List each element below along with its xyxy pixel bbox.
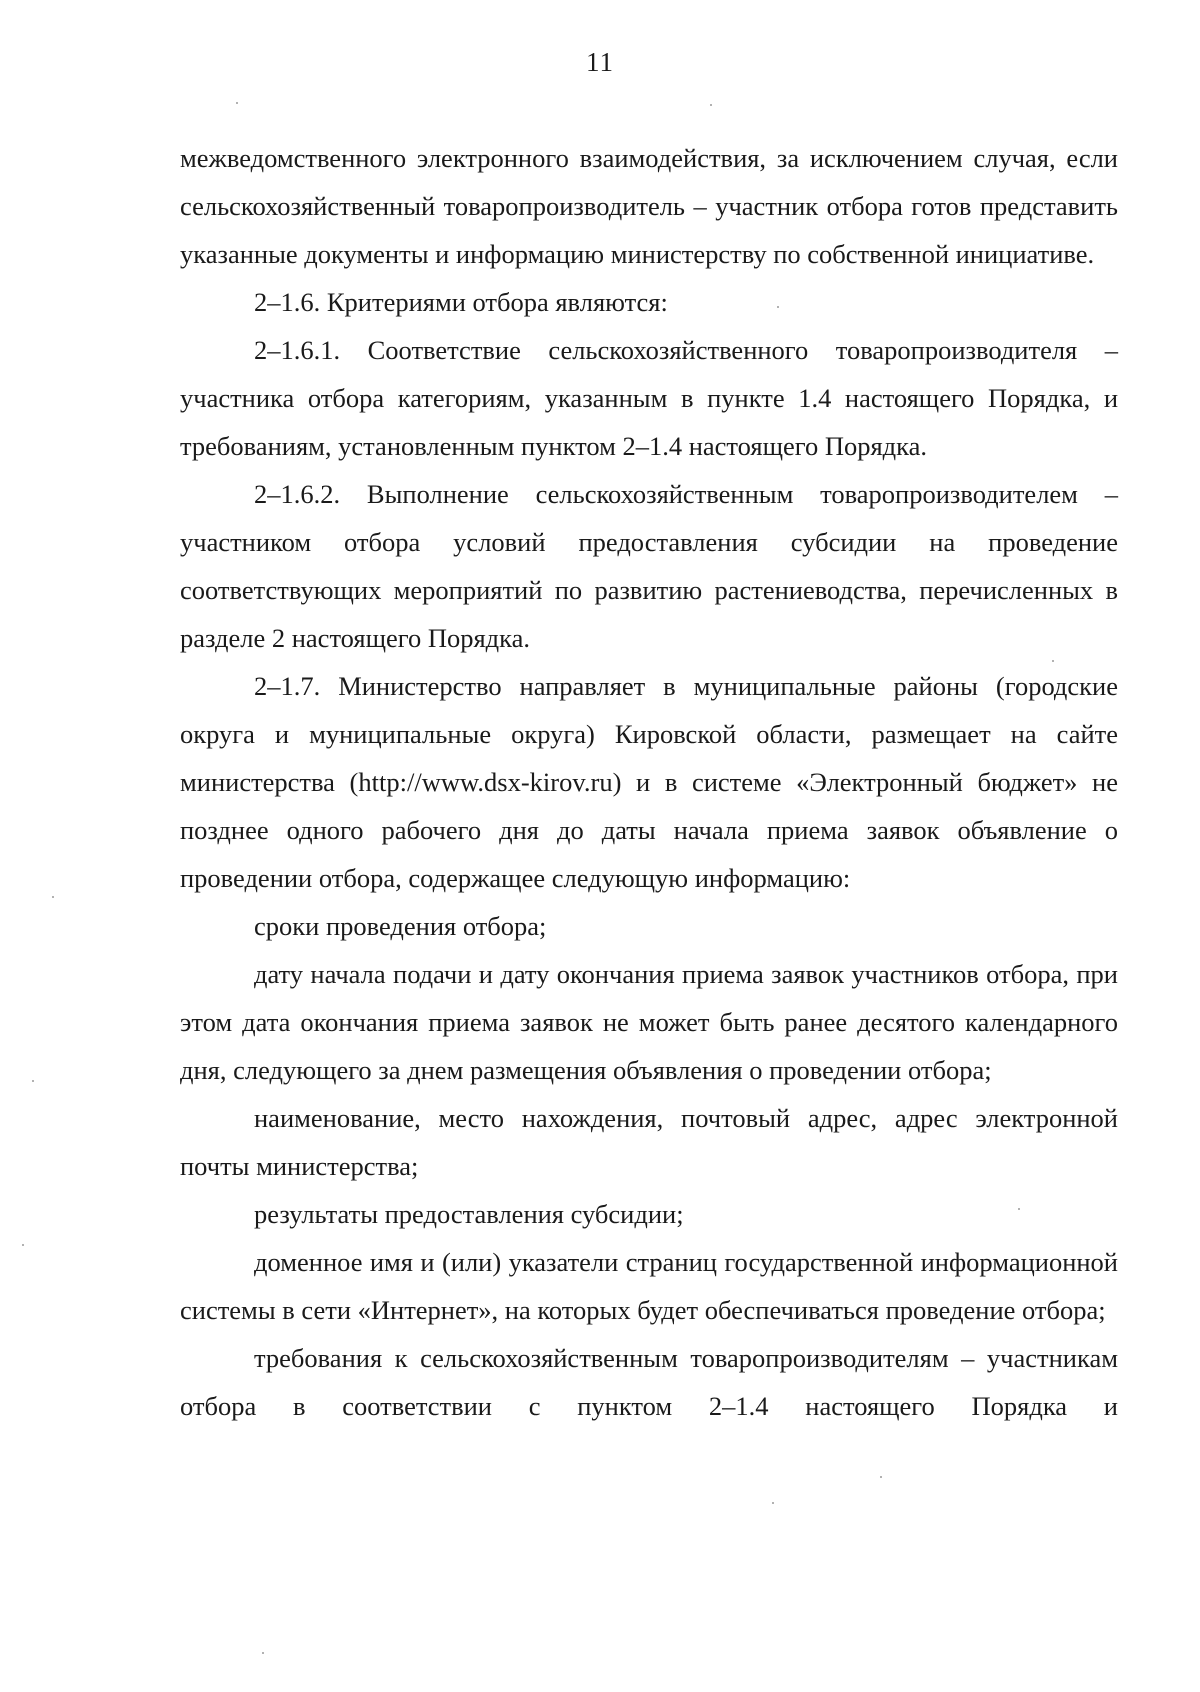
paragraph-2-1-6: 2–1.6. Критериями отбора являются: [254, 287, 668, 317]
list-item-selection-dates: сроки проведения отбора; [254, 911, 547, 941]
paragraph-2-1-7: 2–1.7. Министерство направляет в муниципальные районы (городские округа и муниципальные округа) Кировской области, размещает на сайте министерства (http://www.dsx-kirov.ru) и в системе «Электронный бюджет» не позднее одного рабочего дня до даты начала приема заявок объявление о проведении отбора, содержащее следующую информацию: [180, 671, 1118, 893]
list-item-domain-name: доменное имя и (или) указатели страниц государственной информационной системы в сети «Интернет», на которых будет обеспечиваться проведение отбора; [180, 1247, 1118, 1325]
paragraph-interagency-continuation: межведомственного электронного взаимодействия, за исключением случая, если сельскохозяйственный товаропроизводитель – участник отбора готов представить указанные документы и информацию министерству по собственной инициативе. [180, 143, 1118, 269]
scan-speck [236, 102, 238, 104]
list-item-subsidy-results: результаты предоставления субсидии; [254, 1199, 684, 1229]
scan-speck [710, 104, 712, 106]
scan-speck [777, 306, 779, 308]
scan-speck [52, 896, 54, 898]
body-text [180, 134, 1118, 1430]
scan-speck [32, 1080, 34, 1082]
scan-speck [1052, 660, 1054, 662]
scan-speck [880, 1476, 882, 1478]
list-item-participant-requirements: требования к сельскохозяйственным товаропроизводителям – участникам отбора в соответствии с пунктом 2–1.4 настоящего Порядка и [180, 1343, 1118, 1421]
scan-speck [262, 1652, 264, 1654]
page-number: 11 [586, 47, 614, 77]
list-item-application-dates: дату начала подачи и дату окончания приема заявок участников отбора, при этом дата окончания приема заявок не может быть ранее десятого календарного дня, следующего за днем размещения объявления о проведении отбора; [180, 959, 1118, 1085]
paragraph-2-1-6-2: 2–1.6.2. Выполнение сельскохозяйственным товаропроизводителем – участником отбора условий предоставления субсидии на проведение соответствующих мероприятий по развитию растениеводства, перечисленных в разделе 2 настоящего Порядка. [180, 479, 1118, 653]
list-item-ministry-contacts: наименование, место нахождения, почтовый адрес, адрес электронной почты министерства; [180, 1103, 1118, 1181]
scan-speck [22, 1244, 24, 1246]
scan-speck [772, 1502, 774, 1504]
scan-speck [1018, 1208, 1020, 1210]
paragraph-2-1-6-1: 2–1.6.1. Соответствие сельскохозяйственного товаропроизводителя – участника отбора категориям, указанным в пункте 1.4 настоящего Порядка, и требованиям, установленным пунктом 2–1.4 настоящего Порядка. [180, 335, 1118, 461]
